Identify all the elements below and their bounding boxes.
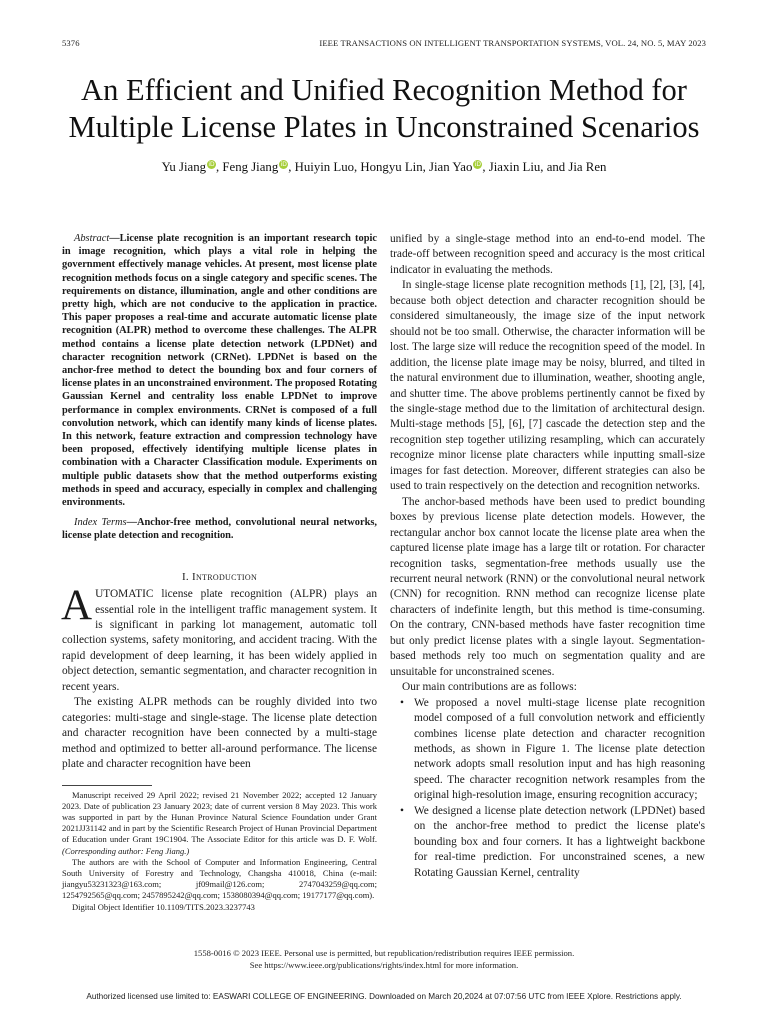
orcid-icon[interactable]: iD	[208, 161, 215, 168]
page-number: 5376	[62, 38, 80, 48]
body-paragraph-4: Our main contributions are as follows:	[402, 681, 577, 694]
footnote-divider	[62, 785, 152, 786]
license-notice: Authorized licensed use limited to: EASWARI COLLEGE OF ENGINEERING. Downloaded on March 20,2024 at 07:07:56 UTC from IEEE Xplore. Restrictions apply.	[86, 992, 682, 1001]
em-dash: —	[109, 233, 120, 244]
intro-paragraph-1	[61, 582, 377, 695]
abstract-label: Abstract	[74, 233, 110, 244]
author-1: Yu Jiang	[161, 160, 207, 174]
abstract-text: License plate recognition is an important research topic in image recognition, which plays a vital role in helping the government effectively manage vehicles. At present, most license plate recognition methods focus on a single category and specific scenes. The requirements on distance, illumination, angle and other conditions are pretty high, which are not conducive to the application in practice. This paper proposes a real-time and accurate automatic license plate recognition (ALPR) method to overcome these challenges. The ALPR method contains a license plate detection network (LPDNet) and character recognition network (CRNet). LPDNet is based on the anchor-free method to detect the bounding box and four corners of license plates in an unconstrained environment. The proposed Rotating Gaussian Kernel and centrality loss enable LPDNet to improve performance in complex environments. CRNet is composed of a full convolution network, which can identify many kinds of license plates. In this network, feature extraction and compression technology have been proposed, effectively identifying multiple license plates in combination with a Character Classification module. Experiments on multiple public datasets show that the method outperforms existing methods in speed and accuracy, especially in complex and challenging environments.	[62, 233, 377, 509]
section-heading-introduction	[62, 570, 377, 585]
title-line-1: An Efficient and Unified Recognition Method for	[81, 73, 687, 107]
orcid-icon[interactable]: iD	[280, 161, 287, 168]
body-paragraph-1: unified by a single-stage method into an end-to-end model. The trade-off between recognition speed and accuracy is the most critical indicator in evaluating the methods.	[390, 233, 705, 276]
index-terms-text: Anchor-free method, convolutional neural networks, license plate detection and recognition.	[62, 517, 377, 542]
drop-cap: A	[61, 582, 93, 630]
author-list	[40, 160, 728, 175]
author-4: , Jiaxin Liu, and Jia Ren	[482, 160, 607, 174]
index-terms-label: Index Terms	[74, 517, 127, 529]
intro-text-1: UTOMATIC license plate recognition (ALPR) plays an essential role in the intelligent traffic management system. It is significant in parking lot management, automatic toll collection systems, safety monitoring, and accident tracing. With the rapid development of deep learning, it has been widely applied in object detection, semantic segmentation, and character recognition in recent years.	[62, 588, 377, 693]
title-line-2: Multiple License Plates in Unconstrained Scenarios	[68, 110, 700, 144]
footnote-doi: Digital Object Identifier 10.1109/TITS.2023.3237743	[72, 901, 255, 912]
paper-title	[40, 72, 728, 146]
copyright-line-2: See https://www.ieee.org/publications/rights/index.html for more information.	[249, 959, 519, 970]
right-column	[390, 232, 705, 881]
footnote-affiliation: The authors are with the School of Computer and Information Engineering, Central South University of Forestry and Technology, Changsha 410018, China (e-mail: jiangyu53231323@163.com; jf09mail@126.com; 2747043259@qq.com; 1254792565@qq.com; 2457895242@qq.com; 1538080394@qq.com; 19177177@qq.com).	[62, 856, 377, 901]
index-terms	[62, 516, 377, 542]
orcid-icon[interactable]: iD	[474, 161, 482, 168]
contribution-list	[390, 696, 705, 881]
left-column	[62, 232, 377, 913]
footnote-manuscript	[62, 790, 377, 857]
copyright-notice	[62, 948, 706, 971]
abstract	[62, 232, 377, 509]
footnote-manuscript-text: Manuscript received 29 April 2022; revised 21 November 2022; accepted 12 January 2023. Date of publication 23 January 2023; date of current version 8 May 2023. This work was supported in part by the Hunan Province Natural Science Foundation under Grant 2021JJ31142 and in part by the Scientific Research Project of Hunan Provincial Department of Education under Grant 19C1904. The Associate Editor for this article was D. F. Wolf.	[62, 789, 377, 845]
copyright-line-1: 1558-0016 © 2023 IEEE. Personal use is permitted, but republication/redistribution requires IEEE permission.	[193, 948, 575, 958]
list-item: • We proposed a novel multi-stage license plate recognition model composed of a full convolution network and efficiently combines license plate detection and character recognition methods, as shown in Figure 1. The license plate detection network adopts small resolution input and has high reasoning speed. The character recognition network resamples from the original high-resolution image, ensuring recognition accuracy;	[390, 696, 705, 804]
author-2: , Feng Jiang	[216, 160, 279, 174]
journal-header: IEEE TRANSACTIONS ON INTELLIGENT TRANSPORTATION SYSTEMS, VOL. 24, NO. 5, MAY 2023	[319, 38, 706, 48]
corresponding-author: (Corresponding author: Feng Jiang.)	[62, 845, 190, 856]
list-item: • We designed a license plate detection network (LPDNet) based on the anchor-free method to predict the license plate's bounding box and four corners. It has a lightweight backbone for real-time prediction. For unconstrained scenes, a new Rotating Gaussian Kernel, centrality	[390, 804, 705, 881]
author-3: , Huiyin Luo, Hongyu Lin, Jian Yao	[288, 160, 473, 174]
body-paragraph-3: The anchor-based methods have been used to predict bounding boxes by previous license plate detection models. However, the rectangular anchor box cannot locate the license plate area when the captured license plate image has a large tilt or rotation. For character recognition tasks, segmentation-free methods usually use the recurrent neural network (RNN) or the convolutional neural network (CNN) for recognition. RNN method can recognize license plate characters of indefinite length, but this method is time-consuming. On the contrary, CNN-based methods have faster recognition time but only predict license plates with a single layout. Segmentation-based methods rely too much on segmentation quality and are unsuitable for unconstrained scenes.	[390, 495, 705, 678]
section-title: Introduction	[192, 570, 258, 583]
intro-paragraph-2: The existing ALPR methods can be roughly divided into two categories: multi-stage and single-stage. The license plate detection and character recognition have been connected by a multi-stage method and optimized to better all-around performance. The license plate and character recognition have been	[62, 696, 377, 771]
em-dash: —	[126, 517, 137, 529]
section-number: I.	[181, 570, 189, 583]
body-paragraph-2: In single-stage license plate recognition methods [1], [2], [3], [4], because both object detection and character recognition should be considered simultaneously, the image size of the input network should not be too small. Otherwise, the character information will be lost. The large size will reduce the recognition speed of the model. In addition, the license plate image may be noisy, blurred, and tilted in the natural environment due to illumination, weather, shooting angle, and shutter time. The above problems pertinently cannot be fixed by the single-stage method due to the limitation of architectural design. Multi-stage methods [5], [6], [7] cascade the detection step and the recognition step together utilizing resampling, which can accurately recognize minor license plate characters while inputting small-size images for fast detection. Moreover, different strategies can also be used to train respectively on the detection and recognition networks.	[390, 279, 705, 493]
